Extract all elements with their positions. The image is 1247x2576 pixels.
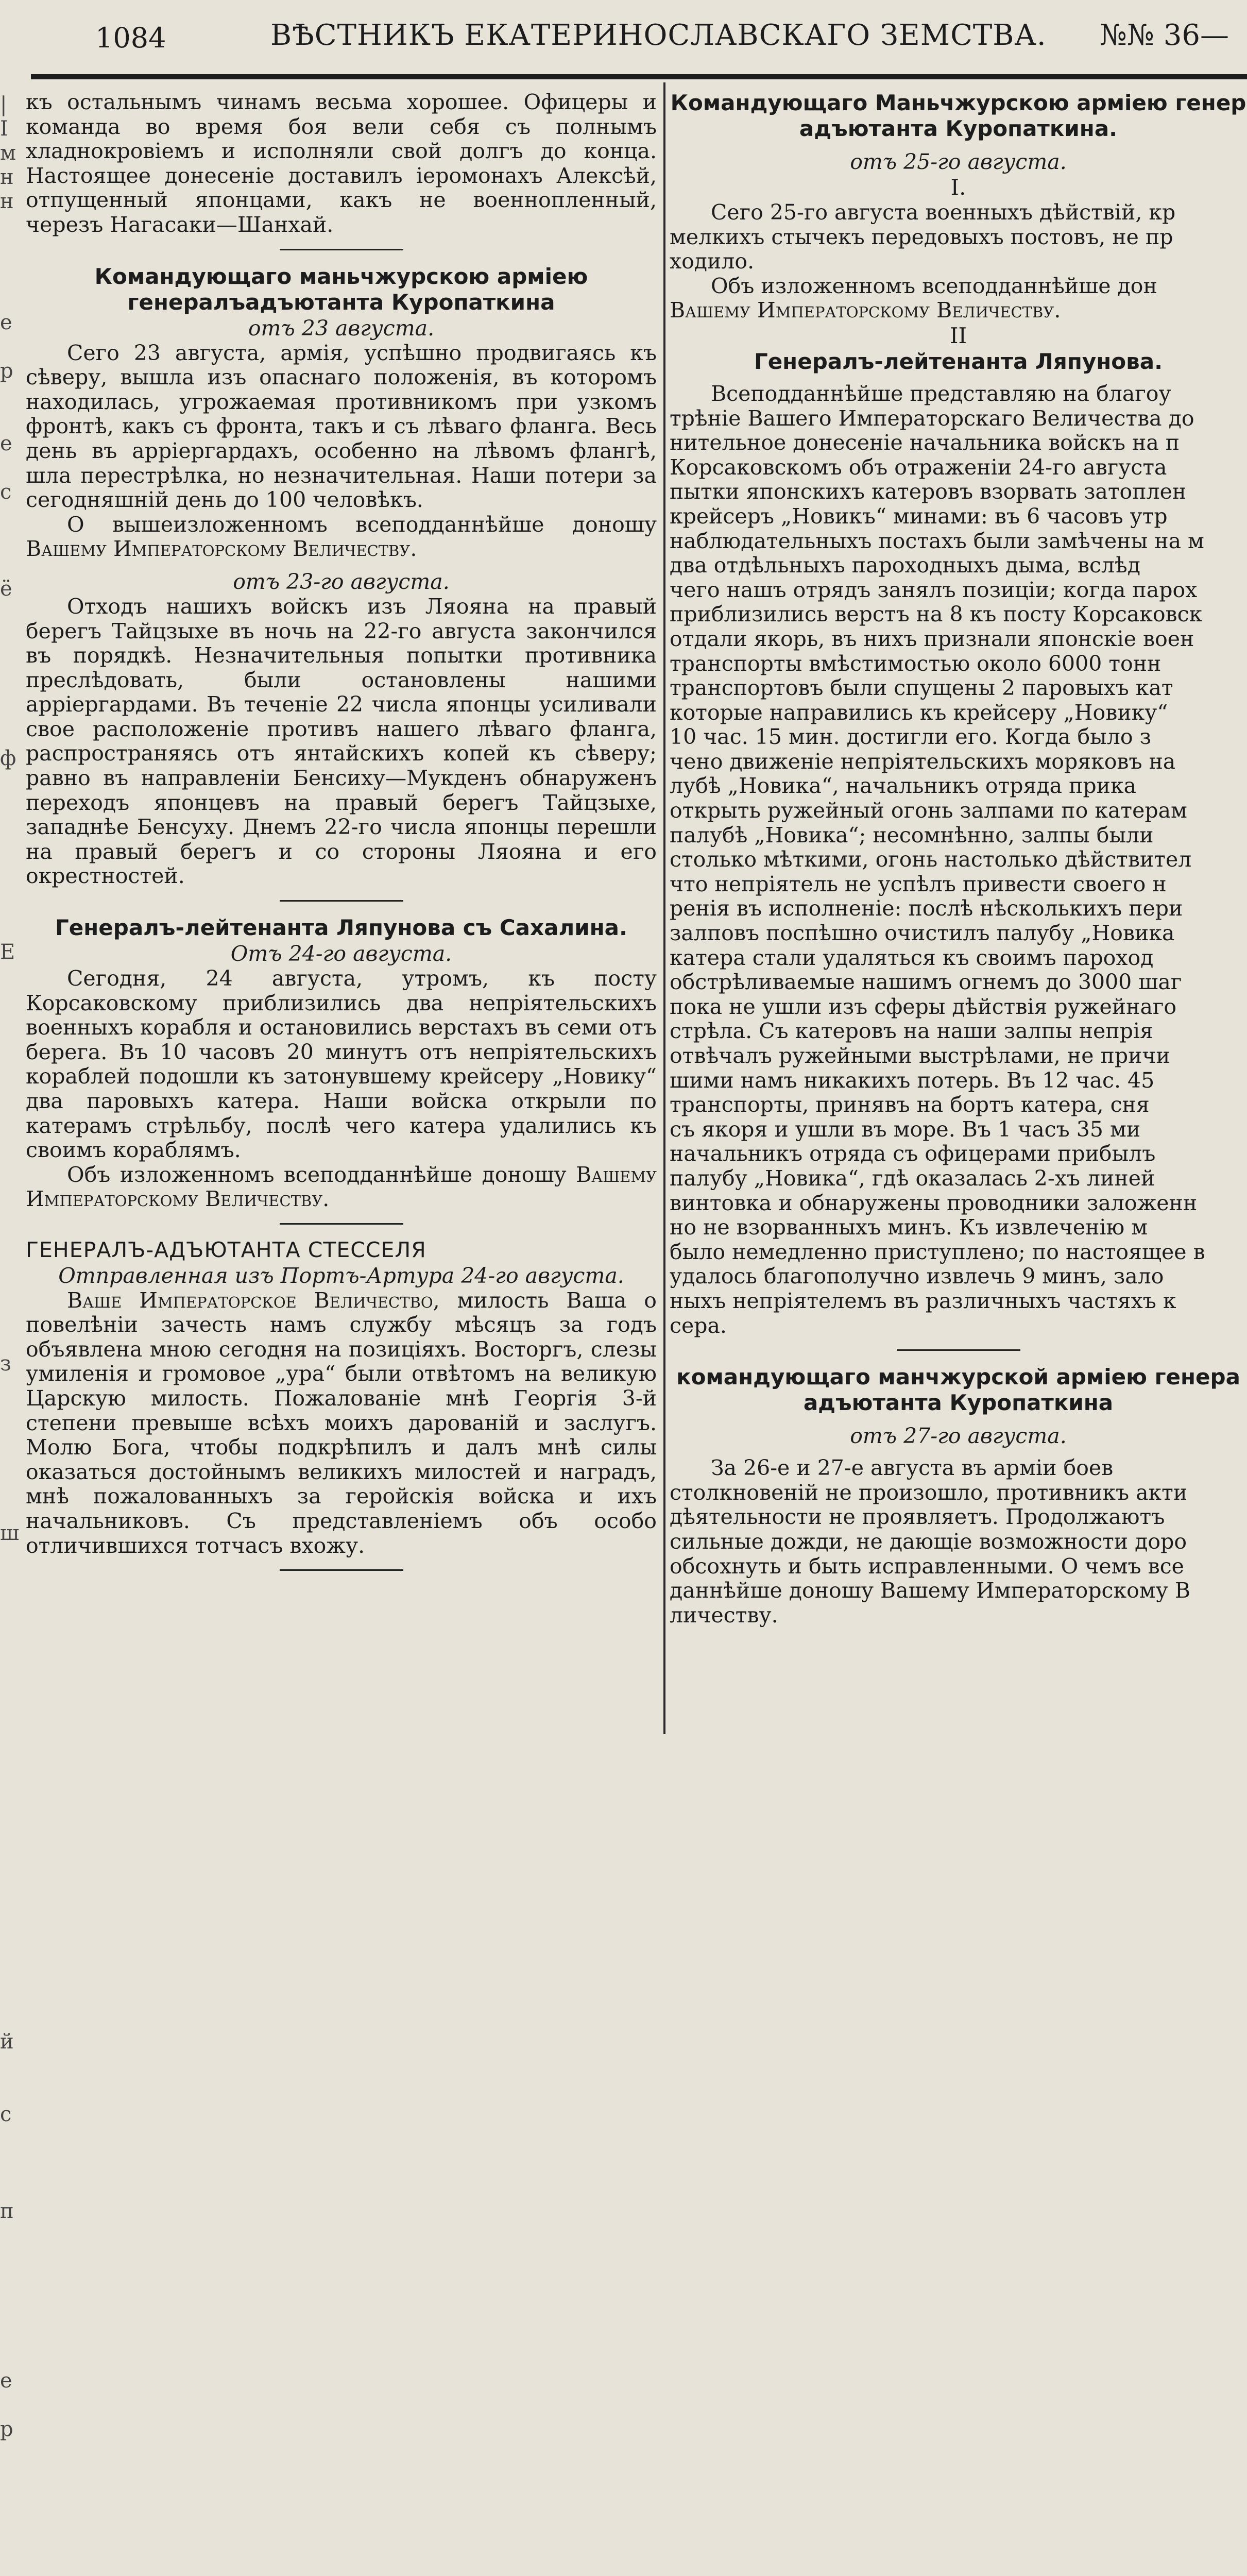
margin-fragment: р xyxy=(0,359,13,383)
margin-fragment xyxy=(0,2175,21,2199)
text-line: что непріятель не успѣлъ привести своего н xyxy=(670,871,1167,896)
section-title: Генералъ-лейтенанта Ляпунова съ Сахалина. xyxy=(55,915,627,941)
text-line: транспорты, принявъ на бортъ катера, сня xyxy=(670,1092,1150,1117)
margin-fragment xyxy=(0,674,21,698)
margin-fragment xyxy=(0,1158,21,1182)
margin-fragment xyxy=(0,625,21,650)
journal-title: ВѢСТНИКЪ ЕКАТЕРИНОСЛАВСКАГО ЗЕМСТВА. xyxy=(270,19,1047,52)
section-date: Отъ 24-го августа. xyxy=(230,941,452,967)
margin-fragment xyxy=(0,1061,21,1086)
margin-fragment xyxy=(0,1981,21,2006)
margin-fragment xyxy=(0,795,21,819)
margin-fragment xyxy=(0,2151,21,2175)
left-column xyxy=(26,90,657,1734)
page-number: 1084 xyxy=(95,22,166,54)
margin-fragment xyxy=(0,1279,21,1303)
margin-fragment xyxy=(0,2272,21,2296)
text-line: но не взорванныхъ минъ. Къ извлеченію м xyxy=(670,1215,1148,1240)
margin-fragment xyxy=(0,2127,21,2151)
margin-fragment xyxy=(0,2078,21,2103)
section-title: адъютанта Куропаткина xyxy=(803,1390,1114,1416)
section-title: командующаго манчжурской арміею генера xyxy=(676,1364,1240,1390)
text-line: которые направились къ крейсеру „Новику“ xyxy=(670,700,1168,725)
margin-fragment xyxy=(0,2345,21,2369)
text-line: нительное донесеніе начальника войскъ на п xyxy=(670,430,1180,455)
margin-fragment xyxy=(0,1570,21,1594)
text-line: катера стали удаляться къ своимъ пароход xyxy=(670,945,1154,970)
margin-fragment xyxy=(0,1400,21,1425)
margin-fragment: е xyxy=(0,2369,12,2393)
margin-fragment xyxy=(0,916,21,940)
paragraph-text: Объ изложенномъ всеподданнѣйше доношу xyxy=(67,1162,576,1187)
margin-fragment xyxy=(0,1957,21,1981)
margin-fragment: I xyxy=(0,117,8,141)
margin-fragment xyxy=(0,1885,21,1909)
margin-fragment: с xyxy=(0,480,12,504)
paragraph-text: Вашему Императорскому Величеству. xyxy=(26,1162,657,1212)
margin-fragment xyxy=(0,2514,21,2538)
section-separator xyxy=(280,249,403,250)
margin-fragment xyxy=(0,964,21,989)
text-line: Объ изложенномъ всеподданнѣйше дон xyxy=(711,273,1157,298)
text-line: палубѣ „Новика“; несомнѣнно, залпы были xyxy=(670,822,1154,848)
text-line: дѣятельности не проявляетъ. Продолжаютъ xyxy=(670,1504,1165,1530)
text-line: чего нашъ отрядъ занялъ позиціи; когда парох xyxy=(670,577,1198,602)
margin-fragment xyxy=(0,2054,21,2078)
text-line: отвѣчалъ ружейными выстрѣлами, не причи xyxy=(670,1043,1170,1068)
margin-fragment xyxy=(0,1497,21,1521)
margin-fragment xyxy=(0,456,21,480)
section-title: Командующаго маньчжурскою арміею генералъадъютанта Куропаткина xyxy=(94,263,588,315)
section-separator xyxy=(280,1223,403,1225)
margin-fragment xyxy=(0,1764,21,1788)
margin-fragment xyxy=(0,1691,21,1715)
margin-fragment xyxy=(0,1376,21,1400)
text-line: транспорты вмѣстимостью около 6000 тонн xyxy=(670,651,1161,676)
margin-fragment xyxy=(0,1086,21,1110)
margin-fragment xyxy=(0,1182,21,1207)
text-line: Корсаковскомъ объ отраженіи 24-го августа xyxy=(670,454,1167,480)
text-line: начальникъ отряда съ офицерами прибылъ xyxy=(670,1141,1156,1166)
margin-fragment xyxy=(0,1013,21,1037)
margin-fragment: п xyxy=(0,2199,14,2223)
margin-fragment xyxy=(0,2490,21,2514)
margin-fragment xyxy=(0,1715,21,1739)
section-date: отъ 23-го августа. xyxy=(233,569,450,594)
margin-fragment xyxy=(0,1618,21,1642)
margin-fragment xyxy=(0,2006,21,2030)
margin-fragment xyxy=(0,989,21,1013)
page-header xyxy=(0,10,1247,72)
text-line: мелкихъ стычекъ передовыхъ постовъ, не пр xyxy=(670,224,1173,249)
margin-fragment xyxy=(0,2224,21,2248)
text-line: залповъ поспѣшно очистилъ палубу „Новика xyxy=(670,921,1175,946)
text-line: обстрѣливаемые нашимъ огнемъ до 3000 шаг xyxy=(670,970,1182,995)
margin-fragment: й xyxy=(0,2030,14,2054)
margin-fragment xyxy=(0,1449,21,1473)
text-line: столько мѣткими, огонь настолько дѣйствител xyxy=(670,847,1192,872)
text-line: трѣніе Вашего Императорскаго Величества до xyxy=(670,405,1194,431)
left-margin-fragments xyxy=(0,93,21,2441)
section-title: Командующаго Маньчжурскою арміею генер xyxy=(670,90,1246,115)
margin-fragment xyxy=(0,1667,21,1691)
margin-fragment xyxy=(0,892,21,916)
margin-fragment xyxy=(0,2393,21,2417)
margin-fragment xyxy=(0,1425,21,1449)
text-line: пытки японскихъ катеровъ взорвать затоплен xyxy=(670,479,1187,504)
margin-fragment xyxy=(0,722,21,747)
text-line: сера. xyxy=(670,1313,727,1338)
margin-fragment xyxy=(0,1473,21,1497)
margin-fragment: н xyxy=(0,190,14,213)
margin-fragment xyxy=(0,2538,21,2563)
margin-fragment xyxy=(0,1594,21,1618)
margin-fragment xyxy=(0,1134,21,1158)
margin-fragment xyxy=(0,1255,21,1279)
paragraph-text: , милость Ваша о повелѣніи зачесть намъ службу мѣсяцъ за годъ объявлена мною сегодня на позиціяхъ. Восторгъ, слезы умиленія и громовое „ура“ были отвѣтомъ на великую Царскую милость. Пожалованіе мнѣ Георгія 3-й степени превыше всѣхъ моихъ дарованій и заслугъ. Молю Бога, чтобы подкрѣпилъ и далъ мнѣ силы оказаться достойнымъ великихъ милостей и наградъ, мнѣ пожалованныхъ за геройскія войска и ихъ начальниковъ. Съ представленіемъ объ особо отличившихся тотчасъ вхожу. xyxy=(26,1287,657,1558)
section-title: адъютанта Куропаткина. xyxy=(799,116,1118,141)
margin-fragment xyxy=(0,650,21,674)
text-line: Вашему Императорскому Величеству. xyxy=(670,298,1061,323)
margin-fragment: е xyxy=(0,432,12,455)
margin-fragment xyxy=(0,1909,21,1933)
paragraph: Сего 23 августа, армія, успѣшно продвигаясь къ сѣверу, вышла изъ опаснаго положенія, въ которомъ находилась, угрожаемая противникомъ при узкомъ фронтѣ, какъ съ фронта, такъ и съ лѣваго фланга. Весь день въ арріергардахъ, особенно на лѣвомъ флангѣ, шла перестрѣлка, но незначительная. Наши потери за сегодняшній день до 100 человѣкъ. xyxy=(26,340,657,513)
text-line: За 26-е и 27-е августа въ арміи боев xyxy=(711,1455,1114,1481)
text-line: открыть ружейный огонь залпами по катерам xyxy=(670,798,1187,823)
paragraph-text: О вышеизложенномъ всеподданнѣйше доношу xyxy=(67,512,657,537)
text-line: удалось благополучно извлечь 9 минъ, зало xyxy=(670,1264,1164,1289)
section-title: ГЕНЕРАЛЪ-АДЪЮТАНТА СТЕССЕЛЯ xyxy=(26,1237,426,1262)
text-line: столкновеній не произошло, противникъ акти xyxy=(670,1480,1188,1505)
paragraph-text: Ваше Императорское Величество xyxy=(67,1287,433,1313)
section-number: I. xyxy=(950,175,966,200)
margin-fragment xyxy=(0,819,21,843)
margin-fragment: ш xyxy=(0,1521,20,1545)
section-date: отъ 27-го августа. xyxy=(850,1423,1067,1449)
margin-fragment xyxy=(0,1836,21,1860)
margin-fragment xyxy=(0,1328,21,1352)
margin-fragment xyxy=(0,1037,21,1061)
margin-fragment xyxy=(0,2442,21,2466)
section-title: Генералъ-лейтенанта Ляпунова. xyxy=(754,348,1163,374)
text-line: чено движеніе непріятельскихъ моряковъ на xyxy=(670,749,1176,774)
margin-fragment: с xyxy=(0,2103,12,2126)
section-date: отъ 25-го августа. xyxy=(850,149,1067,174)
margin-fragment xyxy=(0,1546,21,1570)
margin-fragment: | xyxy=(0,93,7,116)
margin-fragment xyxy=(0,1642,21,1667)
margin-fragment xyxy=(0,553,21,577)
header-rule xyxy=(31,74,1247,79)
text-line: транспортовъ были спущены 2 паровыхъ кат xyxy=(670,675,1173,701)
text-line: наблюдательныхъ постахъ были замѣчены на м xyxy=(670,528,1204,553)
margin-fragment xyxy=(0,529,21,553)
margin-fragment xyxy=(0,2248,21,2272)
text-line: Всеподданнѣйше представляю на благоу xyxy=(711,381,1171,406)
text-line: ренія въ исполненіе: послѣ нѣсколькихъ пери xyxy=(670,896,1183,921)
text-line: пока не ушли изъ сферы дѣйствія ружейнаго xyxy=(670,994,1177,1019)
section-date: отъ 23 августа. xyxy=(248,315,435,341)
paragraph: Отходъ нашихъ войскъ изъ Ляояна на правый берегъ Тайцзыхе въ ночь на 22-го августа закончился въ порядкѣ. Незначительныя попытки противника преслѣдовать, были остановлены нашими арріергардами. Въ теченіе 22 числа японцы усиливали свое расположеніе противъ нашего лѣваго фланга, распространяясь отъ янтайскихъ копей къ сѣверу; равно въ направленіи Бенсиху—Мукденъ обнаруженъ переходъ японцевъ на правый берегъ Тайцзыхе, западнѣе Бенсуху. Днемъ 22-го числа японцы перешли на правый берегъ и со стороны Ляояна и его окрестностей. xyxy=(26,594,657,889)
section-separator xyxy=(897,1349,1020,1351)
text-line: было немедленно приступлено; по настоящее в xyxy=(670,1239,1205,1264)
margin-fragment xyxy=(0,1812,21,1836)
text-line: стрѣла. Съ катеровъ на наши залпы непрія xyxy=(670,1019,1153,1044)
section-separator xyxy=(280,900,403,902)
margin-fragment xyxy=(0,1739,21,1764)
margin-fragment: р xyxy=(0,2417,13,2441)
text-line: крейсеръ „Новикъ“ минами: въ 6 часовъ утр xyxy=(670,503,1168,529)
margin-fragment xyxy=(0,601,21,625)
margin-fragment: Е xyxy=(0,940,15,964)
margin-fragment xyxy=(0,868,21,892)
text-line: обсохнуть и быть исправленными. О чемъ все xyxy=(670,1553,1184,1579)
right-column xyxy=(670,90,1247,1734)
margin-fragment xyxy=(0,1231,21,1255)
text-line: приблизились верстъ на 8 къ посту Корсаковск xyxy=(670,602,1203,627)
margin-fragment xyxy=(0,262,21,286)
margin-fragment: ф xyxy=(0,747,16,770)
text-line: ходило. xyxy=(670,249,755,274)
margin-fragment: н xyxy=(0,165,14,189)
margin-fragment xyxy=(0,1788,21,1812)
margin-fragment xyxy=(0,383,21,408)
margin-fragment xyxy=(0,2563,21,2576)
margin-fragment xyxy=(0,214,21,238)
section-date: Отправленная изъ Портъ-Артура 24-го августа. xyxy=(58,1263,624,1288)
text-line: лубѣ „Новика“, начальникъ отряда прика xyxy=(670,773,1137,799)
margin-fragment xyxy=(0,1933,21,1957)
text-line: шими намъ никакихъ потерь. Въ 12 час. 45 xyxy=(670,1067,1155,1093)
margin-fragment: м xyxy=(0,141,16,165)
margin-fragment: з xyxy=(0,1352,11,1376)
margin-fragment xyxy=(0,238,21,262)
section-separator xyxy=(280,1569,403,1571)
margin-fragment xyxy=(0,335,21,359)
margin-fragment xyxy=(0,843,21,868)
text-line: отдали якорь, въ нихъ признали японскіе воен xyxy=(670,626,1194,651)
margin-fragment xyxy=(0,2296,21,2320)
margin-fragment xyxy=(0,286,21,311)
margin-fragment xyxy=(0,1860,21,1885)
margin-fragment xyxy=(0,2320,21,2345)
text-line: съ якоря и ушли въ море. Въ 1 часъ 35 ми xyxy=(670,1116,1141,1142)
margin-fragment xyxy=(0,504,21,529)
text-line: палубу „Новика“, гдѣ оказалась 2-хъ линей xyxy=(670,1165,1155,1191)
margin-fragment: ё xyxy=(0,577,12,601)
paragraph xyxy=(26,1163,657,1212)
issue-number: №№ 36— xyxy=(1100,19,1229,52)
paragraph-text: Вашему Императорскому Величеству. xyxy=(26,536,417,562)
text-line: Сего 25-го августа военныхъ дѣйствій, кр xyxy=(711,200,1176,225)
margin-fragment xyxy=(0,1110,21,1134)
text-line: винтовка и обнаружены проводники заложенн xyxy=(670,1190,1198,1215)
paragraph: Сегодня, 24 августа, утромъ, къ посту Корсаковскому приблизились два непріятельскихъ военныхъ корабля и остановились верстахъ въ семи отъ берега. Въ 10 часовъ 20 минутъ отъ непріятельскихъ кораблей подошли къ затонувшему крейсеру „Новику“ два паровыхъ катера. Наши войска открыли по катерамъ стрѣльбу, послѣ чего катера удалились къ своимъ кораблямъ. xyxy=(26,966,657,1163)
paragraph: къ остальнымъ чинамъ весьма хорошее. Офицеры и команда во время боя вели себя съ полнымъ хладнокровіемъ и исполняли свой долгъ до конца. Настоящее донесеніе доставилъ іеромонахъ Алексѣй, отпущенный японцами, какъ не военнопленный, черезъ Нагасаки—Шанхай. xyxy=(26,90,657,237)
text-line: сильные дожди, не дающіе возможности доро xyxy=(670,1529,1187,1554)
margin-fragment xyxy=(0,1303,21,1328)
column-divider xyxy=(663,82,665,1734)
margin-fragment xyxy=(0,408,21,432)
text-line: даннѣйше доношу Вашему Императорскому В xyxy=(670,1578,1191,1603)
margin-fragment xyxy=(0,1207,21,1231)
paragraph xyxy=(26,513,657,562)
paragraph xyxy=(26,1289,657,1558)
margin-fragment xyxy=(0,2466,21,2490)
section-number: II xyxy=(949,323,967,348)
text-line: два отдѣльныхъ пароходныхъ дыма, вслѣд xyxy=(670,553,1140,578)
text-line: личеству. xyxy=(670,1602,778,1628)
margin-fragment: е xyxy=(0,311,12,334)
text-line: ныхъ непріятелемъ въ различныхъ частяхъ к xyxy=(670,1288,1176,1313)
margin-fragment xyxy=(0,771,21,795)
text-line: 10 час. 15 мин. достигли его. Когда было з xyxy=(670,724,1151,750)
margin-fragment xyxy=(0,698,21,722)
